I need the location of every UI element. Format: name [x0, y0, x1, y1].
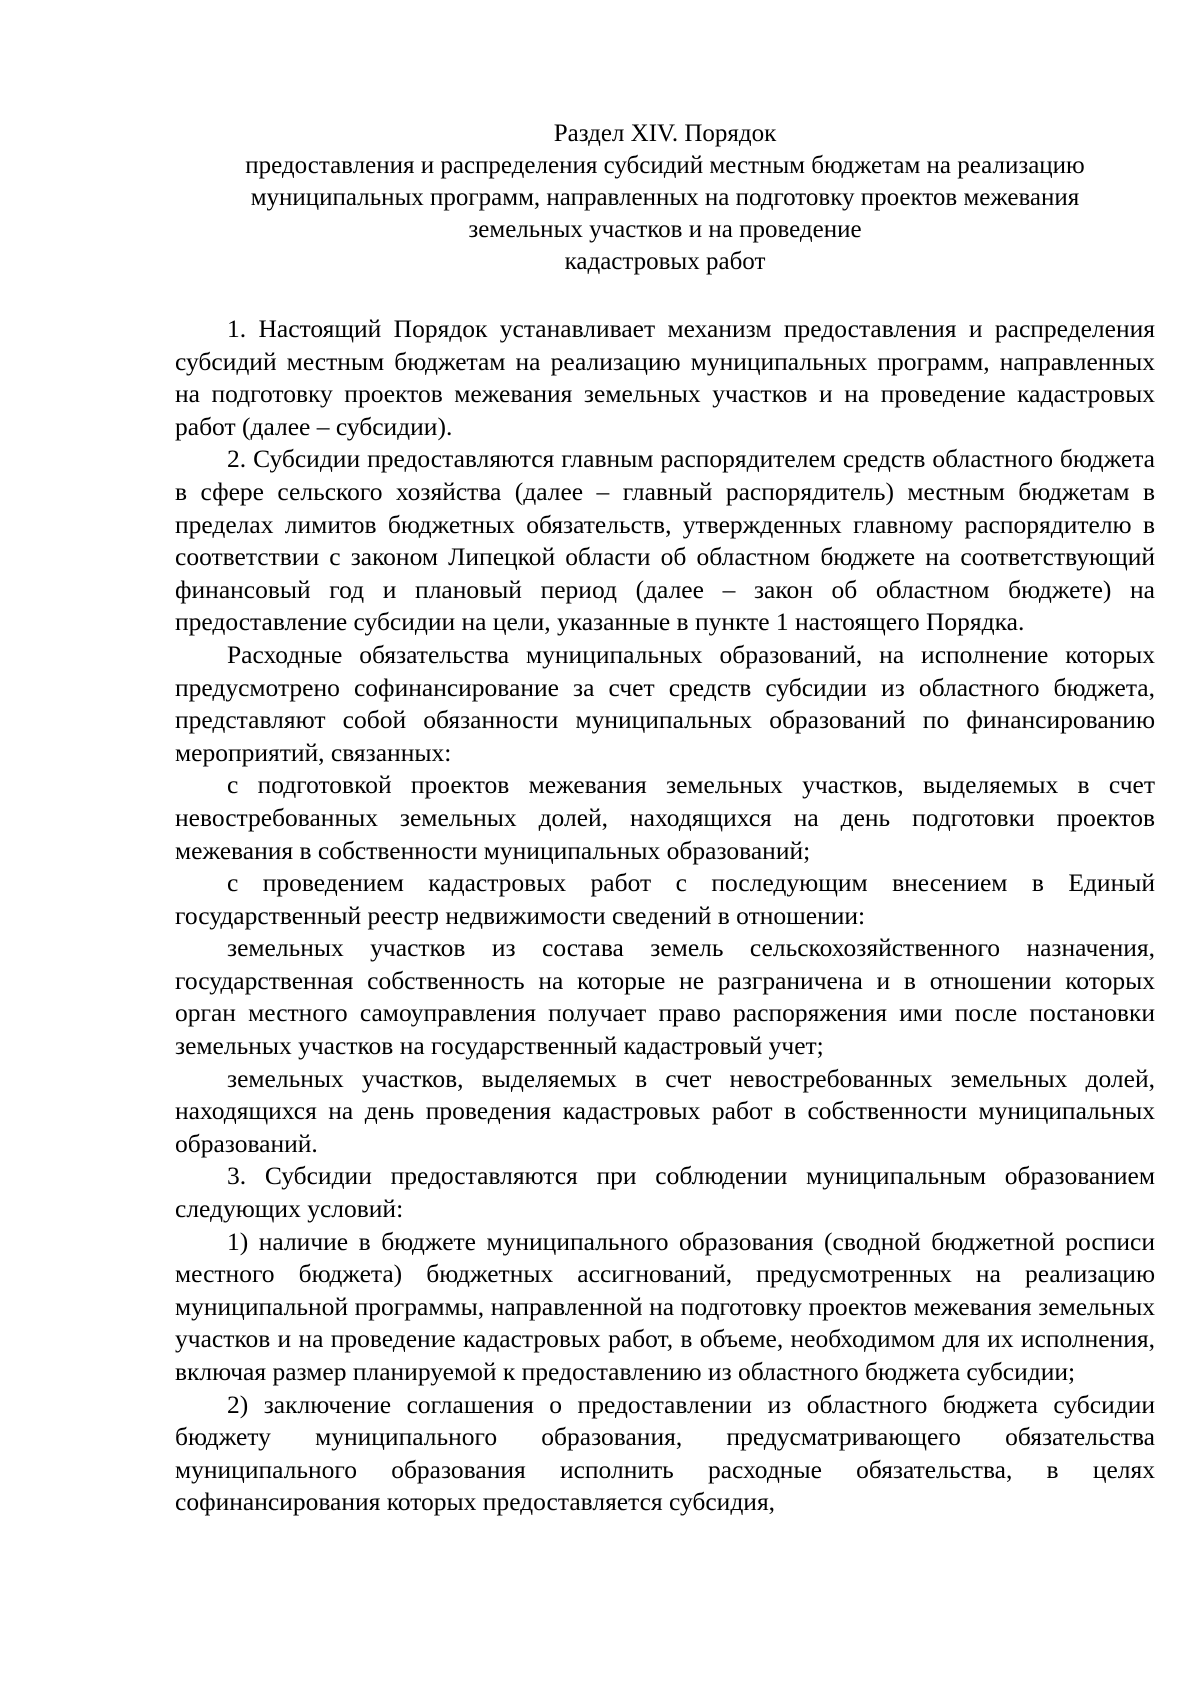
paragraph-8: 3. Субсидии предоставляются при соблюдении муниципальным образованием следующих условий:: [175, 1161, 1155, 1224]
section-heading: [170, 118, 1160, 278]
paragraph-10: 2) заключение соглашения о предоставлении из областного бюджета субсидии бюджету муниципального образования, предусматривающего обязательства муниципального образования исполнить расходные обязательства, в целях софинансирования которых предоставляется субсидия,: [175, 1389, 1155, 1517]
heading-line-2: предоставления и распределения субсидий местным бюджетам на реализацию: [245, 152, 1085, 179]
heading-line-3: муниципальных программ, направленных на подготовку проектов межевания: [250, 184, 1080, 211]
paragraph-5: с проведением кадастровых работ с последующим внесением в Единый государственный реестр недвижимости сведений в отношении:: [175, 868, 1155, 930]
paragraph-7: земельных участков, выделяемых в счет невостребованных земельных долей, находящихся на день проведения кадастровых работ в собственности муниципальных образований.: [175, 1063, 1155, 1158]
paragraph-2: 2. Субсидии предоставляются главным распорядителем средств областного бюджета в сфере сельского хозяйства (далее – главный распорядитель) местным бюджетам в пределах лимитов бюджетных обязательств, утвержденных главному распорядителю в соответствии с законом Липецкой области об областном бюджете на соответствующий финансовый год и плановый период (далее – закон об областном бюджете) на предоставление субсидии на цели, указанные в пункте 1 настоящего Порядка.: [175, 444, 1155, 637]
paragraph-6: земельных участков из состава земель сельскохозяйственного назначения, государственная собственность на которые не разграничена и в отношении которых орган местного самоуправления получает право распоряжения ими после постановки земельных участков на государственный кадастровый учет;: [175, 933, 1155, 1061]
paragraph-9: 1) наличие в бюджете муниципального образования (сводной бюджетной росписи местного бюджета) бюджетных ассигнований, предусмотренных на реализацию муниципальной программы, направленной на подготовку проектов межевания земельных участков и на проведение кадастровых работ, в объеме, необходимом для их исполнения, включая размер планируемой к предоставлению из областного бюджета субсидии;: [175, 1226, 1155, 1386]
heading-line-1: Раздел XIV. Порядок: [553, 120, 777, 147]
paragraph-4: с подготовкой проектов межевания земельных участков, выделяемых в счет невостребованных земельных долей, находящихся на день подготовки проектов межевания в собственности муниципальных образований;: [175, 770, 1155, 865]
paragraph-1: 1. Настоящий Порядок устанавливает механизм предоставления и распределения субсидий местным бюджетам на реализацию муниципальных программ, направленных на подготовку проектов межевания земельных участков и на проведение кадастровых работ (далее – субсидии).: [175, 314, 1155, 441]
heading-line-4: земельных участков и на проведение: [468, 216, 862, 243]
heading-line-5: кадастровых работ: [564, 248, 766, 275]
document-body: [175, 313, 1155, 1519]
paragraph-3: Расходные обязательства муниципальных образований, на исполнение которых предусмотрено софинансирование за счет средств субсидии из областного бюджета, представляют собой обязанности муниципальных образований по финансированию мероприятий, связанных:: [175, 639, 1155, 767]
